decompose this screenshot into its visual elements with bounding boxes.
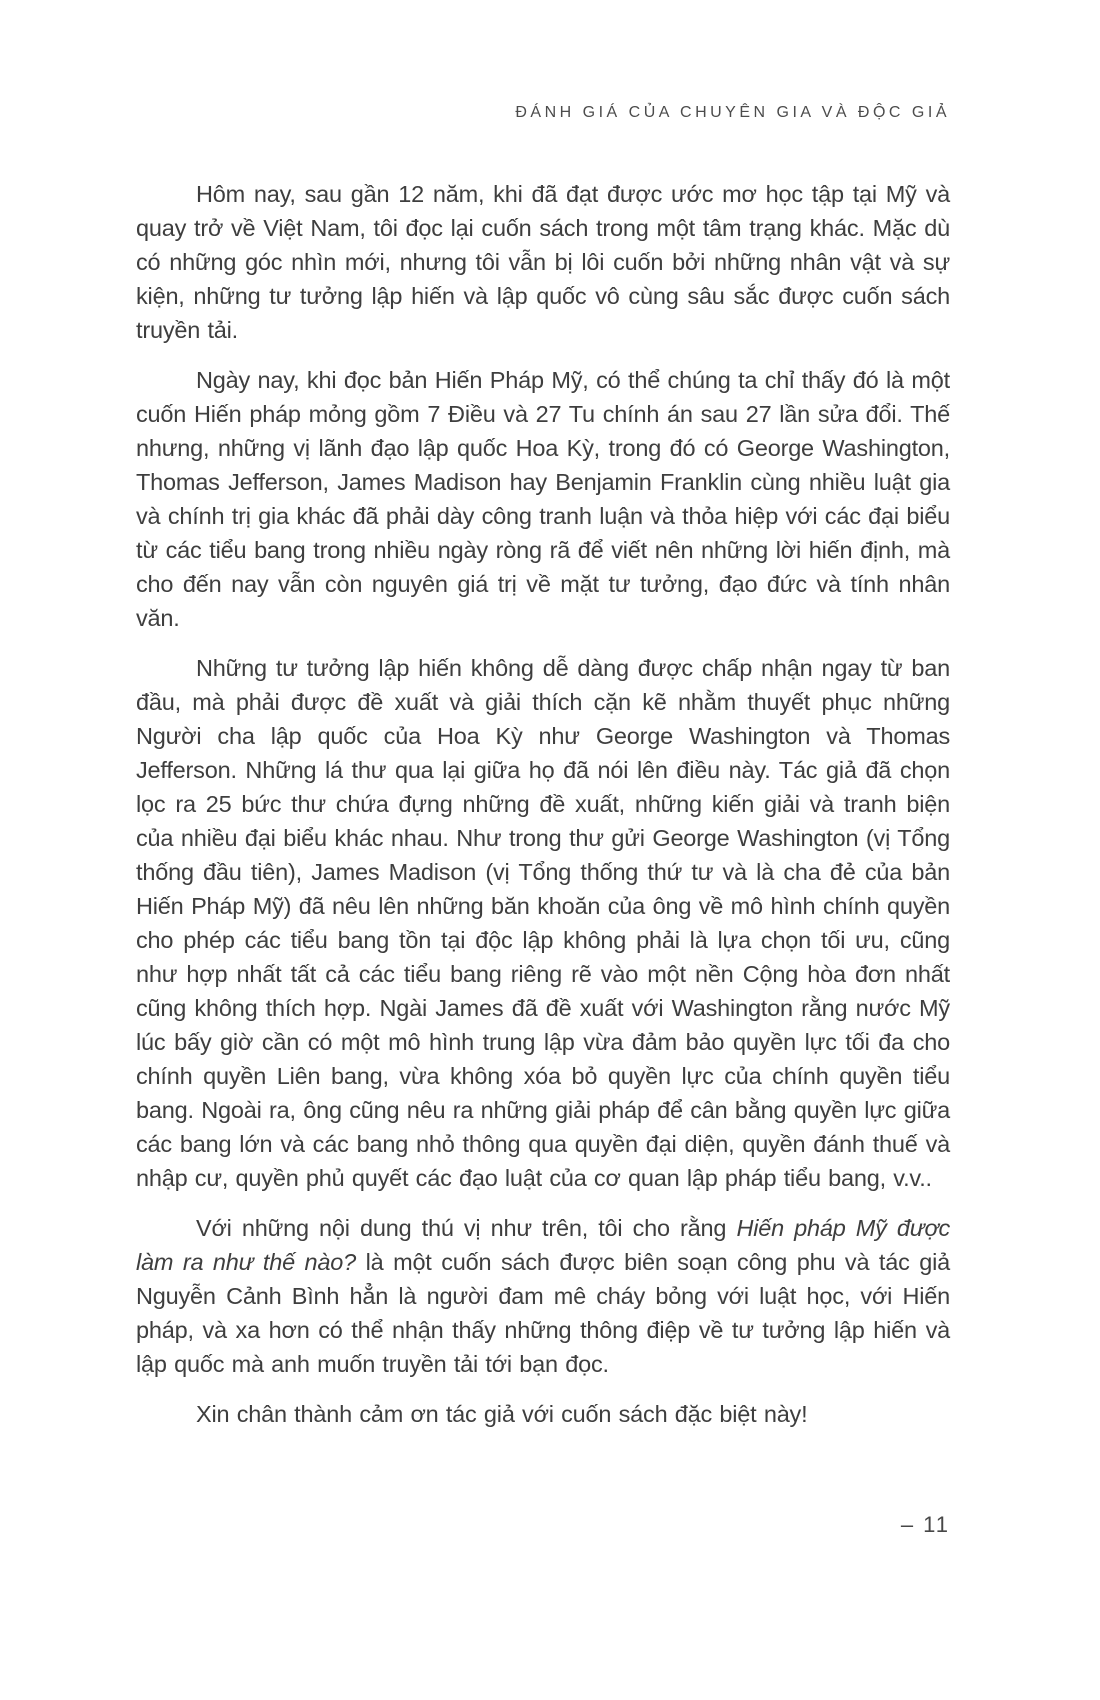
text-segment: Với những nội dung thú vị như trên, tôi cho rằng [196, 1215, 737, 1241]
text-segment: là một cuốn sách được biên soạn công phu và tác giả Nguyễn Cảnh Bình hẳn là người đam mê cháy bỏng với luật học, với Hiến pháp, và xa hơn có thể nhận thấy những thông điệp về tư tưởng lập hiến và lập quốc mà anh muốn truyền tải tới bạn đọc. [136, 1249, 950, 1377]
paragraph [136, 651, 950, 1195]
review-text [136, 177, 950, 1431]
text-segment: Xin chân thành cảm ơn tác giả với cuốn sách đặc biệt này! [196, 1401, 808, 1427]
text-segment: Những tư tưởng lập hiến không dễ dàng được chấp nhận ngay từ ban đầu, mà phải được đề xuất và giải thích cặn kẽ nhằm thuyết phục những Người cha lập quốc của Hoa Kỳ như George Washington và Thomas Jefferson. Những lá thư qua lại giữa họ đã nói lên điều này. Tác giả đã chọn lọc ra 25 bức thư chứa đựng những đề xuất, những kiến giải và tranh biện của nhiều đại biểu khác nhau. Như trong thư gửi George Washington (vị Tổng thống đầu tiên), James Madison (vị Tổng thống thứ tư và là cha đẻ của bản Hiến Pháp Mỹ) đã nêu lên những băn khoăn của ông về mô hình chính quyền cho phép các tiểu bang tồn tại độc lập không phải là lựa chọn tối ưu, cũng như hợp nhất tất cả các tiểu bang riêng rẽ vào một nền Cộng hòa đơn nhất cũng không thích hợp. Ngài James đã đề xuất với Washington rằng nước Mỹ lúc bấy giờ cần có một mô hình trung lập vừa đảm bảo quyền lực tối đa cho chính quyền Liên bang, vừa không xóa bỏ quyền lực của chính quyền tiểu bang. Ngoài ra, ông cũng nêu ra những giải pháp để cân bằng quyền lực giữa các bang lớn và các bang nhỏ thông qua quyền đại diện, quyền đánh thuế và nhập cư, quyền phủ quyết các đạo luật của cơ quan lập pháp tiểu bang, v.v.. [136, 655, 950, 1191]
paragraph [136, 1211, 950, 1381]
text-segment: Ngày nay, khi đọc bản Hiến Pháp Mỹ, có thể chúng ta chỉ thấy đó là một cuốn Hiến pháp mỏng gồm 7 Điều và 27 Tu chính án sau 27 lần sửa đổi. Thế nhưng, những vị lãnh đạo lập quốc Hoa Kỳ, trong đó có George Washington, Thomas Jefferson, James Madison hay Benjamin Franklin cùng nhiều luật gia và chính trị gia khác đã phải dày công tranh luận và thỏa hiệp với các đại biểu từ các tiểu bang trong nhiều ngày ròng rã để viết nên những lời hiến định, mà cho đến nay vẫn còn nguyên giá trị về mặt tư tưởng, đạo đức và tính nhân văn. [136, 367, 950, 631]
paragraph [136, 177, 950, 347]
paragraph [136, 1397, 950, 1431]
page-number: – 11 [900, 1512, 950, 1537]
book-title-italic: Hiến pháp Mỹ được làm ra như thế nào? [136, 1215, 951, 1275]
running-head: ĐÁNH GIÁ CỦA CHUYÊN GIA VÀ ĐỘC GIẢ [515, 104, 950, 121]
paragraph [136, 363, 950, 635]
text-segment: Hôm nay, sau gần 12 năm, khi đã đạt được ước mơ học tập tại Mỹ và quay trở về Việt Nam, tôi đọc lại cuốn sách trong một tâm trạng khác. Mặc dù có những góc nhìn mới, nhưng tôi vẫn bị lôi cuốn bởi những nhân vật và sự kiện, những tư tưởng lập hiến và lập quốc vô cùng sâu sắc được cuốn sách truyền tải. [136, 181, 950, 343]
